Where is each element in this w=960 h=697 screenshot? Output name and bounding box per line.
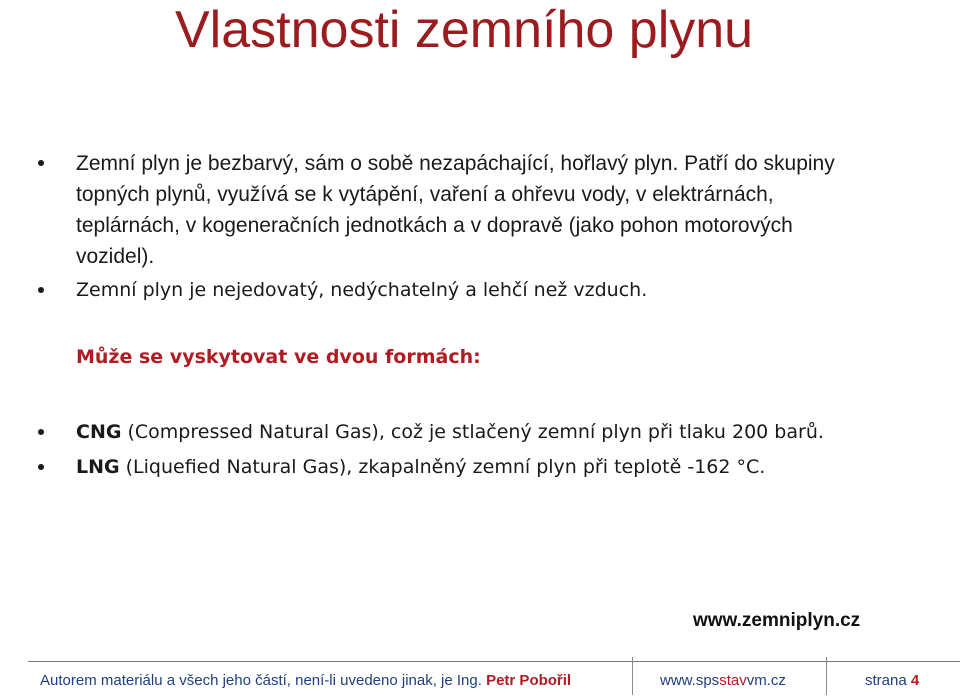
bullet-dot bbox=[38, 160, 44, 166]
footer-author bbox=[40, 672, 571, 689]
footer-author-title: Ing. bbox=[456, 672, 482, 689]
page-label: strana bbox=[865, 672, 911, 689]
footer-author-prefix: Autorem materiálu a všech jeho částí, není-li uvedeno jinak, je bbox=[40, 672, 457, 689]
footer-website[interactable] bbox=[660, 672, 786, 689]
bullet-line: topných plynů, využívá se k vytápění, vaření a ohřevu vody, v elektrárnách, bbox=[76, 183, 774, 206]
bullet-line: vozidel). bbox=[76, 245, 155, 268]
form-abbr: CNG bbox=[76, 421, 122, 443]
footer-divider bbox=[826, 657, 827, 695]
footer-site-part: stav bbox=[719, 672, 747, 689]
form-description: (Compressed Natural Gas), což je stlačený zemní plyn při tlaku 200 barů. bbox=[121, 421, 824, 443]
form-abbr: LNG bbox=[76, 456, 120, 478]
footer-rule bbox=[28, 661, 960, 662]
form-item-cng bbox=[76, 417, 824, 448]
bullet-line: Zemní plyn je bezbarvý, sám o sobě nezapáchající, hořlavý plyn. Patří do skupiny bbox=[76, 152, 835, 175]
form-item-lng bbox=[76, 452, 765, 483]
bullet-line: teplárnách, v kogeneračních jednotkách a v dopravě (jako pohon motorových bbox=[76, 214, 793, 237]
form-description: (Liquefied Natural Gas), zkapalněný zemní plyn při teplotě -162 °C. bbox=[119, 456, 766, 478]
footer-divider bbox=[632, 657, 633, 695]
bullet-dot bbox=[38, 464, 44, 470]
slide-title: Vlastnosti zemního plynu bbox=[175, 1, 754, 59]
bullet-dot bbox=[38, 429, 44, 435]
bullet-text: Zemní plyn je nejedovatý, nedýchatelný a lehčí než vzduch. bbox=[76, 279, 648, 301]
bullet-paragraph bbox=[76, 148, 835, 272]
footer-site-part: vm.cz bbox=[746, 672, 786, 689]
section-subheading: Může se vyskytovat ve dvou formách: bbox=[76, 346, 481, 368]
bullet-dot bbox=[38, 287, 44, 293]
source-link[interactable]: www.zemniplyn.cz bbox=[693, 610, 861, 631]
page-number: 4 bbox=[910, 672, 920, 689]
footer-site-part: www.sps bbox=[660, 672, 720, 689]
footer-author-name: Petr Pobořil bbox=[481, 672, 572, 689]
footer-page bbox=[865, 672, 919, 689]
